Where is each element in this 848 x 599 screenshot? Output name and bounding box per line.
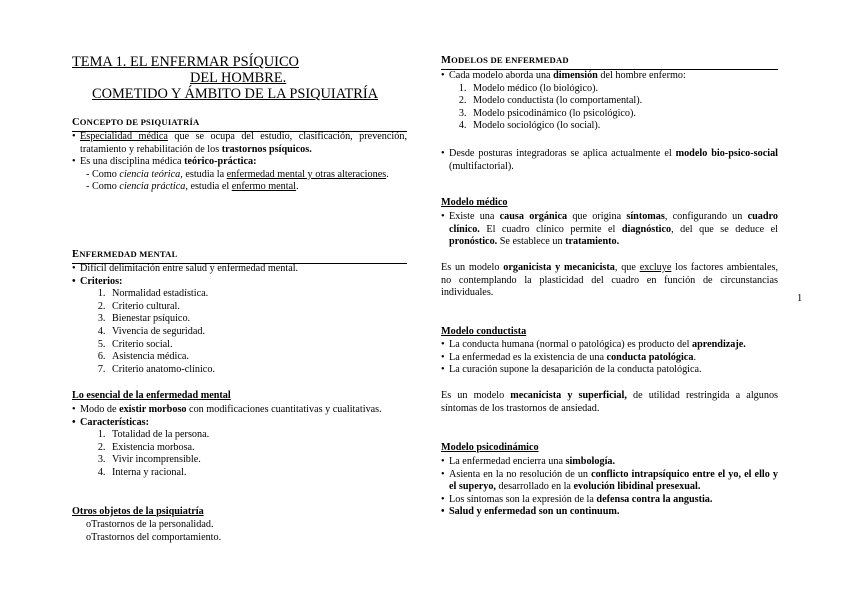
section-heading-otros: Otros objetos de la psiquiatría [72,506,204,517]
list-item: 6. Asistencia médica. [108,351,407,364]
esencial-block [72,404,407,480]
list-item: • Existe una causa orgánica que origina síntomas, configurando un cuadro clínico. El cuadro clínico permite el diagnóstico, del que se deduce el pronóstico. Se establece un tratamiento. [441,211,778,249]
list-item: 2. Criterio cultural. [108,301,407,314]
section-heading-enfermedad: ENFERMEDAD MENTAL [72,248,407,264]
paragraph: Es un modelo mecanicista y superficial, de utilidad restringida a algunos síntomas de los trastornos de ansiedad. [441,390,779,414]
list-item: 1. Normalidad estadística. [108,288,407,301]
list-item: • Especialidad médica que se ocupa del estudio, clasificación, prevención, tratamiento y rehabilitación de los trastornos psíquicos. [72,131,407,156]
list-item: • Cada modelo aborda una dimensión del hombre enfermo: [441,70,778,83]
list-item: 4. Modelo sociológico (lo social). [469,120,778,133]
list-item: 4. Vivencia de seguridad. [108,326,407,339]
list-item: • Criterios: [72,276,407,289]
section-heading-modelos: MODELOS DE ENFERMEDAD [441,54,778,70]
list-item: • La enfermedad encierra una simbología. [441,456,778,469]
medico-paragraph [441,262,778,300]
modelos-list [441,83,778,133]
list-item: • La curación supone la desaparición de la conducta patológica. [441,364,778,377]
otros-block [72,519,407,544]
section-heading-conductista: Modelo conductista [441,326,527,337]
list-item: - Como ciencia práctica, estudia el enfermo mental. [72,181,407,194]
paragraph: Es un modelo organicista y mecanicista, que excluye los factores ambientales, no contemplando la plasticidad del cuadro en función de circunstancias individuales. [441,262,778,299]
list-item: 3. Modelo psicodinámico (lo psicológico). [469,108,778,121]
list-item: • La enfermedad es la existencia de una conducta patológica. [441,352,778,365]
modelos-integrador [441,148,778,173]
list-item: - Como ciencia teórica, estudia la enfermedad mental y otras alteraciones. [72,169,407,182]
list-item: 7. Criterio anatomo-clínico. [108,364,407,377]
title-line-1: TEMA 1. EL ENFERMAR PSÍQUICO [72,54,299,70]
list-item: • Los síntomas son la expresión de la defensa contra la angustia. [441,494,778,507]
list-item: 1. Modelo médico (lo biológico). [469,83,778,96]
list-item: 3. Bienestar psíquico. [108,313,407,326]
list-item: • La conducta humana (normal o patológica) es producto del aprendizaje. [441,339,778,352]
list-item: 4. Interna y racional. [108,467,407,480]
list-item: 5. Criterio social. [108,339,407,352]
list-item: • Desde posturas integradoras se aplica actualmente el modelo bio-psico-social (multifactorial). [441,148,778,173]
list-item: o Trastornos de la personalidad. [72,519,407,532]
medico-block [441,211,778,249]
page-title [72,54,407,102]
list-item: 2. Modelo conductista (lo comportamental). [469,95,778,108]
title-line-2: DEL HOMBRE. [190,70,287,86]
modelos-block [441,70,778,133]
section-heading-concepto: CONCEPTO DE PSIQUIATRÍA [72,116,407,132]
list-item: • Salud y enfermedad son un continuum. [441,506,778,519]
list-item: 3. Vivir incomprensible. [108,454,407,467]
page-number: 1 [797,293,803,304]
section-heading-psicodinamico: Modelo psicodinámico [441,442,539,453]
caracteristicas-list [72,429,407,479]
criterios-list [72,288,407,376]
section-heading-medico: Modelo médico [441,197,508,208]
list-item: • Asienta en la no resolución de un conflicto intrapsíquico entre el yo, el ello y el superyo, desarrollado en la evolución libidinal presexual. [441,469,778,494]
conductista-paragraph [441,390,778,415]
list-item: 2. Existencia morbosa. [108,442,407,455]
list-item: 1. Totalidad de la persona. [108,429,407,442]
section-heading-esencial: Lo esencial de la enfermedad mental [72,390,231,401]
enfermedad-block [72,263,407,376]
conductista-block [441,339,778,377]
list-item: • Es una disciplina médica teórico-práctica: [72,156,407,169]
list-item: • Difícil delimitación entre salud y enfermedad mental. [72,263,407,276]
psicodinamico-block [441,456,778,519]
list-item: • Características: [72,417,407,430]
concepto-block [72,131,407,194]
title-line-3: COMETIDO Y ÁMBITO DE LA PSIQUIATRÍA [92,86,379,102]
list-item: • Modo de existir morboso con modificaciones cuantitativas y cualitativas. [72,404,407,417]
list-item: o Trastornos del comportamiento. [72,532,407,545]
